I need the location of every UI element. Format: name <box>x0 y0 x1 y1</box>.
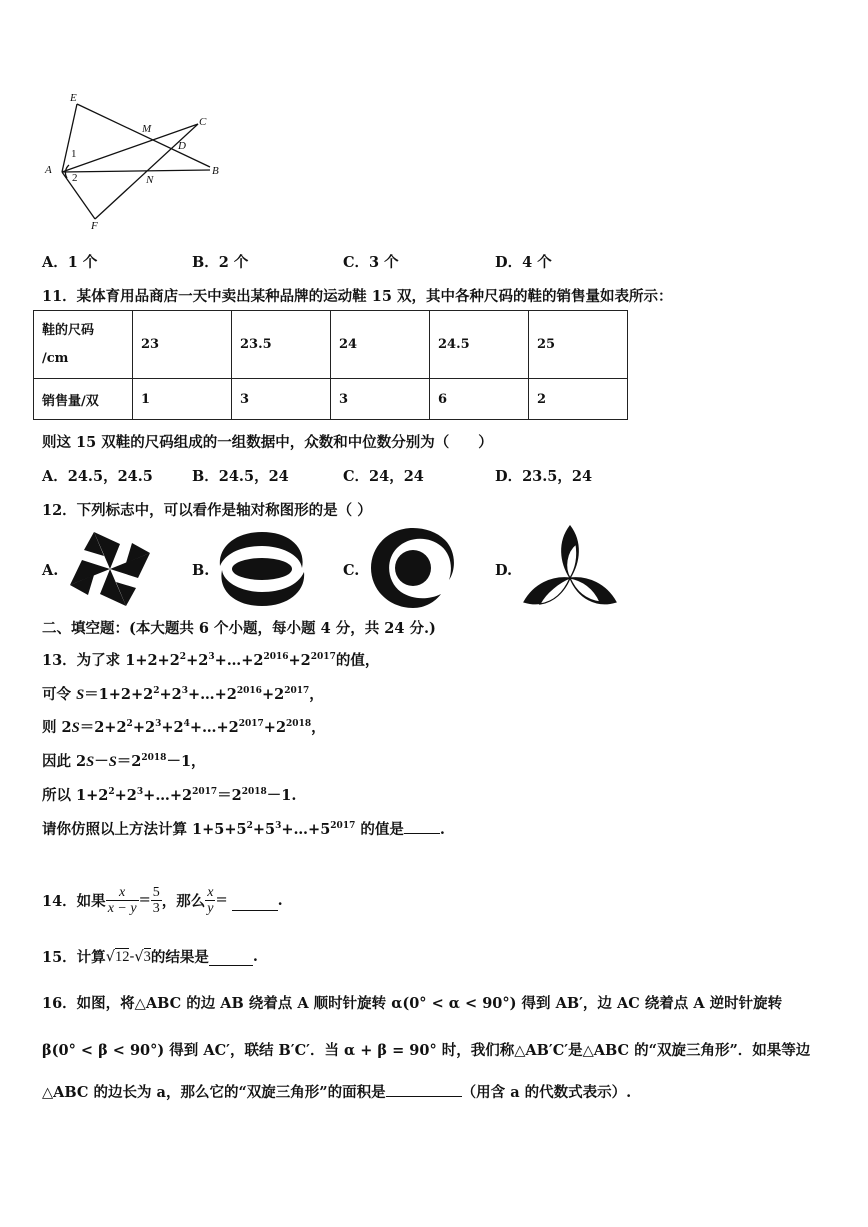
q13-line-2: 可令 $S=1+2+2^2+2^3+\dots+2^{2016}+2^{2017}$， <box>42 686 324 703</box>
sqrt-symbol: √ <box>105 948 115 965</box>
q12-option-d[interactable]: D. <box>495 562 513 579</box>
tri-blade-logo-icon <box>520 522 620 614</box>
q10-option-c[interactable]: C．3 个 <box>343 254 399 271</box>
table-cell: 6 <box>430 379 529 420</box>
q12-option-a[interactable]: A. <box>42 562 59 579</box>
table-cell: 3 <box>232 379 331 420</box>
q13-line-6: 请你仿照以上方法计算 $1+5+5^2+5^3+\dots+5^{2017}$ 的值是 . <box>42 821 445 838</box>
table-cell: 3 <box>331 379 430 420</box>
answer-blank[interactable] <box>386 1080 462 1097</box>
q10-option-b[interactable]: B．2 个 <box>192 254 249 271</box>
table-cell: 2 <box>529 379 628 420</box>
fraction: $\frac{x}{y}$ <box>207 884 214 916</box>
q10-option-a[interactable]: A．1 个 <box>42 254 98 271</box>
table-cell: 24 <box>331 311 430 379</box>
answer-blank[interactable] <box>209 947 253 966</box>
fraction: $\frac{x}{x - y}$ <box>107 884 137 916</box>
table-cell: 1 <box>133 379 232 420</box>
q13-line-4: 因此 $2S-S=2^{2018}-1$， <box>42 753 206 770</box>
q13-line-3: 则 $2S=2+2^2+2^3+2^4+\dots+2^{2017}+2^{2018}$， <box>42 719 326 736</box>
table-row <box>34 311 628 379</box>
sqrt-symbol: √ <box>134 948 144 965</box>
q11-option-c[interactable]: C．24，24 <box>343 468 424 485</box>
answer-blank[interactable] <box>232 890 278 911</box>
q14-line: 14．如果 $\frac{x}{x - y}$ = $\frac{5}{3}$ ，那么 $\frac{x}{y}$ = . <box>42 884 283 916</box>
q12-option-c[interactable]: C. <box>343 562 360 579</box>
q13-line-5: 所以 $1+2^2+2^3+\dots+2^{2017}=2^{2018}-1$. <box>42 787 297 804</box>
q16-line-1: 16．如图，将△ABC 的边 AB 绕着点 A 顺时针旋转 α(0° < α < 90°) 得到 AB′，边 AC 绕着点 A 逆时针旋转 <box>42 995 783 1012</box>
q10-option-d[interactable]: D．4 个 <box>495 254 552 271</box>
table-cell: 25 <box>529 311 628 379</box>
q11-question: 则这 15 双鞋的尺码组成的一组数据中，众数和中位数分别为（ ） <box>42 434 493 451</box>
answer-blank[interactable] <box>404 833 440 834</box>
geometry-figure <box>40 90 230 235</box>
label-e: E <box>70 92 77 104</box>
label-n: N <box>146 174 154 186</box>
star-logo-icon <box>64 526 156 612</box>
row-label-unit: /cm <box>42 350 69 366</box>
label-angle-1: 1 <box>71 148 77 160</box>
q15-line: 15．计算 √ 12 - √ 3 的结果是 . <box>42 948 258 966</box>
q12-option-b[interactable]: B. <box>192 562 210 579</box>
label-d: D <box>178 140 186 152</box>
table-cell: 销售量/双 <box>34 379 133 420</box>
label-c: C <box>199 116 207 128</box>
label-b: B <box>212 165 219 177</box>
label-a: A <box>45 164 52 176</box>
table-cell: 23.5 <box>232 311 331 379</box>
ring-logo-icon <box>214 528 310 610</box>
section-heading: 二、填空题：(本大题共 6 个小题，每小题 4 分，共 24 分.) <box>42 620 436 637</box>
q11-option-b[interactable]: B．24.5，24 <box>192 468 289 485</box>
q16-line-3: △ABC 的边长为 a，那么它的“双旋三角形”的面积是 （用含 a 的代数式表示）. <box>42 1080 631 1102</box>
shoe-size-table <box>33 310 628 420</box>
table-row <box>34 379 628 420</box>
label-m: M <box>142 123 152 135</box>
circle-logo-icon <box>369 526 457 610</box>
q12-stem: 12．下列标志中，可以看作是轴对称图形的是（ ） <box>42 502 372 519</box>
q13-line-1: 13．为了求 $1+2+2^2+2^3+\dots+2^{2016}+2^{2017}$的值， <box>42 652 380 669</box>
table-cell: 24.5 <box>430 311 529 379</box>
table-cell: 23 <box>133 311 232 379</box>
fraction: $\frac{5}{3}$ <box>152 884 160 916</box>
row-label-size: 鞋的尺码 <box>42 322 95 338</box>
label-f: F <box>91 220 98 232</box>
label-angle-2: 2 <box>72 172 78 184</box>
q11-stem: 11．某体育用品商店一天中卖出某种品牌的运动鞋 15 双，其中各种尺码的鞋的销售量如表所示： <box>42 288 673 305</box>
q11-option-d[interactable]: D．23.5，24 <box>495 468 593 485</box>
q16-line-2: β(0° < β < 90°) 得到 AC′，联结 B′C′．当 α + β = 90° 时，我们称△AB′C′是△ABC 的“双旋三角形”．如果等边 <box>42 1042 811 1059</box>
q11-option-a[interactable]: A．24.5，24.5 <box>42 468 153 485</box>
table-cell <box>34 311 133 379</box>
